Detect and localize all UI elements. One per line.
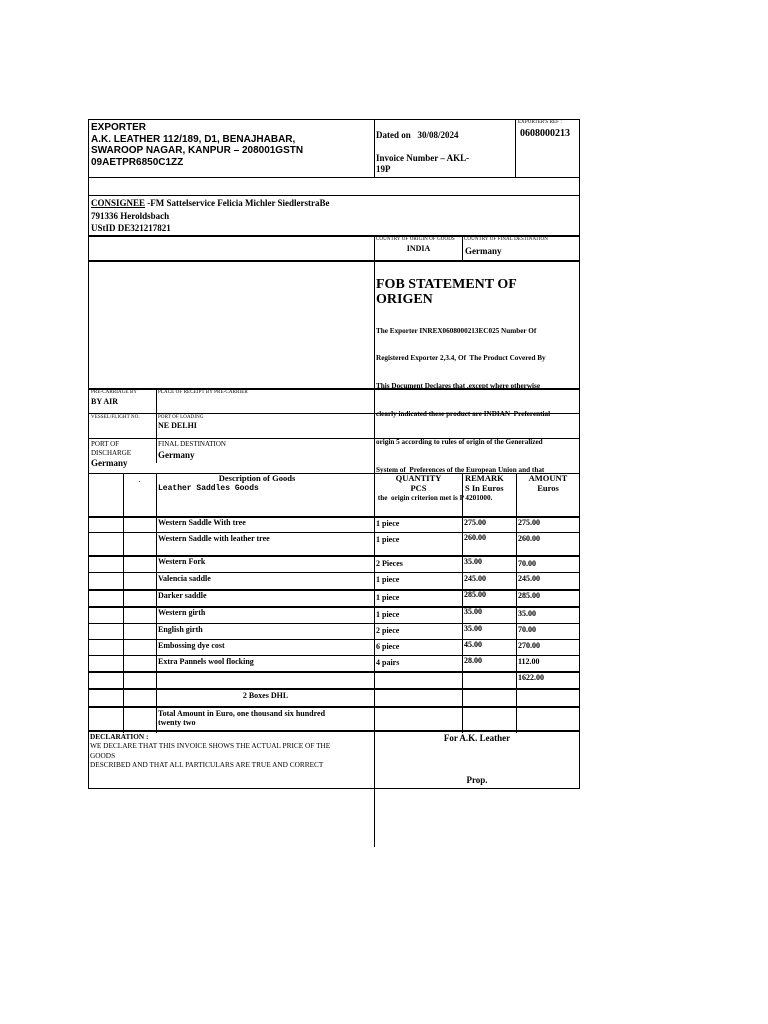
divider xyxy=(89,688,579,690)
exporter-heading: EXPORTER xyxy=(91,122,147,133)
exporter-address-line: SWAROOP NAGAR, KANPUR – 208001GSTN xyxy=(91,145,304,156)
item-description: Western Saddle with leather tree xyxy=(158,534,270,543)
quantity-header xyxy=(375,473,462,493)
final-destination-country-label: COUNTRY OF FINAL DESTINATION xyxy=(464,237,548,242)
remarks-header-line: REMARK xyxy=(465,473,504,483)
item-description: Valencia saddle xyxy=(158,574,211,583)
consignee-vat: UStID DE321217821 xyxy=(91,223,171,233)
divider xyxy=(89,532,579,533)
item-rate: 245.00 xyxy=(464,574,486,583)
origin-value: INDIA xyxy=(406,244,431,253)
divider xyxy=(515,120,516,177)
fob-line: the origin criterion met is P 4201000. xyxy=(376,493,493,502)
divider xyxy=(156,388,157,463)
item-description: Extra Pannels wool flocking xyxy=(158,657,254,666)
item-description: Western Saddle With tree xyxy=(158,518,246,527)
signatory-title: Prop. xyxy=(466,775,488,785)
fob-line: System of Preferences of the European Union and that xyxy=(376,466,545,475)
item-quantity: 1 piece xyxy=(376,575,400,584)
item-quantity: 1 piece xyxy=(376,593,400,602)
remarks-header xyxy=(465,473,515,493)
origin-label: COUNTRY OF ORIGIN OF GOODS xyxy=(376,237,455,242)
item-amount: 275.00 xyxy=(518,518,540,527)
final-destination-country-value: Germany xyxy=(465,246,502,256)
invoice-number-line: Invoice Number – AKL- xyxy=(376,153,470,163)
item-rate: 35.00 xyxy=(464,557,482,566)
invoice-number xyxy=(376,153,514,175)
item-amount: 70.00 xyxy=(518,625,536,634)
item-amount: 70.00 xyxy=(518,559,536,568)
item-rate: 45.00 xyxy=(464,640,482,649)
exporter-address-line: A.K. LEATHER 112/189, D1, BENAJHABAR, xyxy=(91,133,296,145)
fob-line: clearly indicated these product are INDIAN Preferential xyxy=(376,410,551,419)
amount-header-label: AMOUNT xyxy=(528,473,568,483)
divider xyxy=(89,195,579,196)
item-rate: 35.00 xyxy=(464,607,482,616)
divider xyxy=(89,177,579,178)
total-in-words xyxy=(158,709,372,727)
pre-carriage-value: BY AIR xyxy=(91,397,119,406)
declaration-line: WE DECLARE THAT THIS INVOICE SHOWS THE ACTUAL PRICE OF THE xyxy=(90,741,331,751)
item-rate: 285.00 xyxy=(464,590,486,599)
remarks-header-line: S In Euros xyxy=(465,483,504,493)
signatory-company: For A.K. Leather xyxy=(443,733,511,743)
pre-carriage-label: PRE-CARRIAGE BY xyxy=(91,390,138,395)
fob-line: The Exporter INREX0608000213EC025 Number Of xyxy=(376,326,537,335)
place-of-receipt-label: PLACE OF RECEIPT BY PRE-CARRIER xyxy=(158,390,248,395)
divider xyxy=(89,706,579,708)
item-quantity: 1 piece xyxy=(376,610,400,619)
item-amount: 245.00 xyxy=(518,574,540,583)
fob-line: origin 5 according to rules of origin of the Generalized xyxy=(376,438,543,447)
item-rate: 275.00 xyxy=(464,518,486,527)
consignee-address: 791336 Heroldsbach xyxy=(91,210,170,221)
divider xyxy=(89,623,579,624)
quantity-header-unit: PCS xyxy=(410,483,427,493)
consignee-label: CONSIGNEE xyxy=(91,198,146,208)
port-of-loading-label: PORT OF LOADING xyxy=(158,415,204,420)
port-of-discharge-label xyxy=(91,440,155,458)
fob-line: Registered Exporter 2,3.4, Of The Product Covered By xyxy=(376,354,546,363)
item-quantity: 2 Pieces xyxy=(376,559,403,568)
total-in-words-line: Total Amount in Euro, one thousand six hundred xyxy=(158,709,326,718)
exporters-ref-label: EXPORTER'S REF : xyxy=(518,120,562,125)
description-header: Description of Goods xyxy=(218,473,296,483)
divider xyxy=(374,235,375,847)
fob-title-line: ORIGEN xyxy=(376,292,433,307)
declaration-heading: DECLARATION : xyxy=(90,732,149,741)
port-of-discharge-label-line: DISCHARGE xyxy=(91,449,132,457)
dated-on xyxy=(376,130,514,140)
item-rate: 35.00 xyxy=(464,624,482,633)
total-in-words-line: twenty two xyxy=(158,718,196,727)
divider xyxy=(462,235,463,260)
invoice-document xyxy=(88,119,580,789)
divider xyxy=(89,260,579,262)
exporters-ref-value: 0608000213 xyxy=(520,128,570,139)
item-description: Darker saddle xyxy=(158,591,207,600)
packing-info: 2 Boxes DHL xyxy=(242,691,289,700)
divider xyxy=(89,639,579,640)
port-of-loading-value: NE DELHI xyxy=(158,421,197,430)
goods-subtitle: Leather Saddles Goods xyxy=(158,484,259,493)
divider xyxy=(123,473,124,733)
dated-value: 30/08/2024 xyxy=(417,130,459,140)
exporter-gstn: 09AETPR6850C1ZZ xyxy=(91,156,184,168)
fob-line: This Document Declares that ,except where otherwise xyxy=(376,382,541,391)
quantity-header-label: QUANTITY xyxy=(395,473,442,483)
divider xyxy=(374,120,375,177)
consignee-block xyxy=(91,197,373,235)
item-amount: 285.00 xyxy=(518,591,540,600)
final-destination-label: FINAL DESTINATION xyxy=(158,440,226,448)
exporter-block xyxy=(91,122,373,168)
declaration-line: GOODS xyxy=(90,750,116,760)
item-description: English girth xyxy=(158,625,203,634)
amount-header-unit: Euros xyxy=(537,483,559,493)
declaration-block xyxy=(90,732,373,769)
port-of-discharge-label-line: PORT OF xyxy=(91,440,120,448)
divider xyxy=(89,572,579,573)
divider xyxy=(89,655,579,656)
item-description: Western girth xyxy=(158,608,206,617)
header-dot: . xyxy=(138,475,141,484)
item-rate: 260.00 xyxy=(464,533,486,542)
item-description: Embossing dye cost xyxy=(158,641,225,650)
declaration-line: DESCRIBED AND THAT ALL PARTICULARS ARE TRUE AND CORRECT xyxy=(90,759,324,769)
dated-label: Dated on xyxy=(376,130,411,140)
item-quantity: 4 pairs xyxy=(376,658,400,667)
item-rate: 28.00 xyxy=(464,656,482,665)
item-quantity: 1 piece xyxy=(376,535,400,544)
final-destination-value: Germany xyxy=(158,450,195,460)
consignee-name: -FM Sattelservice Felicia Michler SiedlerstraBe xyxy=(145,198,330,208)
item-amount: 112.00 xyxy=(518,657,540,666)
item-quantity: 1 piece xyxy=(376,519,400,528)
total-amount: 1622.00 xyxy=(518,673,544,682)
item-quantity: 2 piece xyxy=(376,626,400,635)
fob-title-line: FOB STATEMENT OF xyxy=(376,277,517,292)
amount-header xyxy=(517,473,579,493)
divider xyxy=(89,671,579,673)
port-of-discharge-value: Germany xyxy=(91,458,128,468)
invoice-number-line: 19P xyxy=(376,164,391,174)
vessel-flight-label: VESSEL/FLIGHT NO. xyxy=(91,415,140,420)
item-amount: 270.00 xyxy=(518,641,540,650)
item-description: Western Fork xyxy=(158,557,206,566)
fob-title xyxy=(376,277,576,307)
item-amount: 35.00 xyxy=(518,609,536,618)
item-quantity: 6 piece xyxy=(376,642,400,651)
item-amount: 260.00 xyxy=(518,534,540,543)
